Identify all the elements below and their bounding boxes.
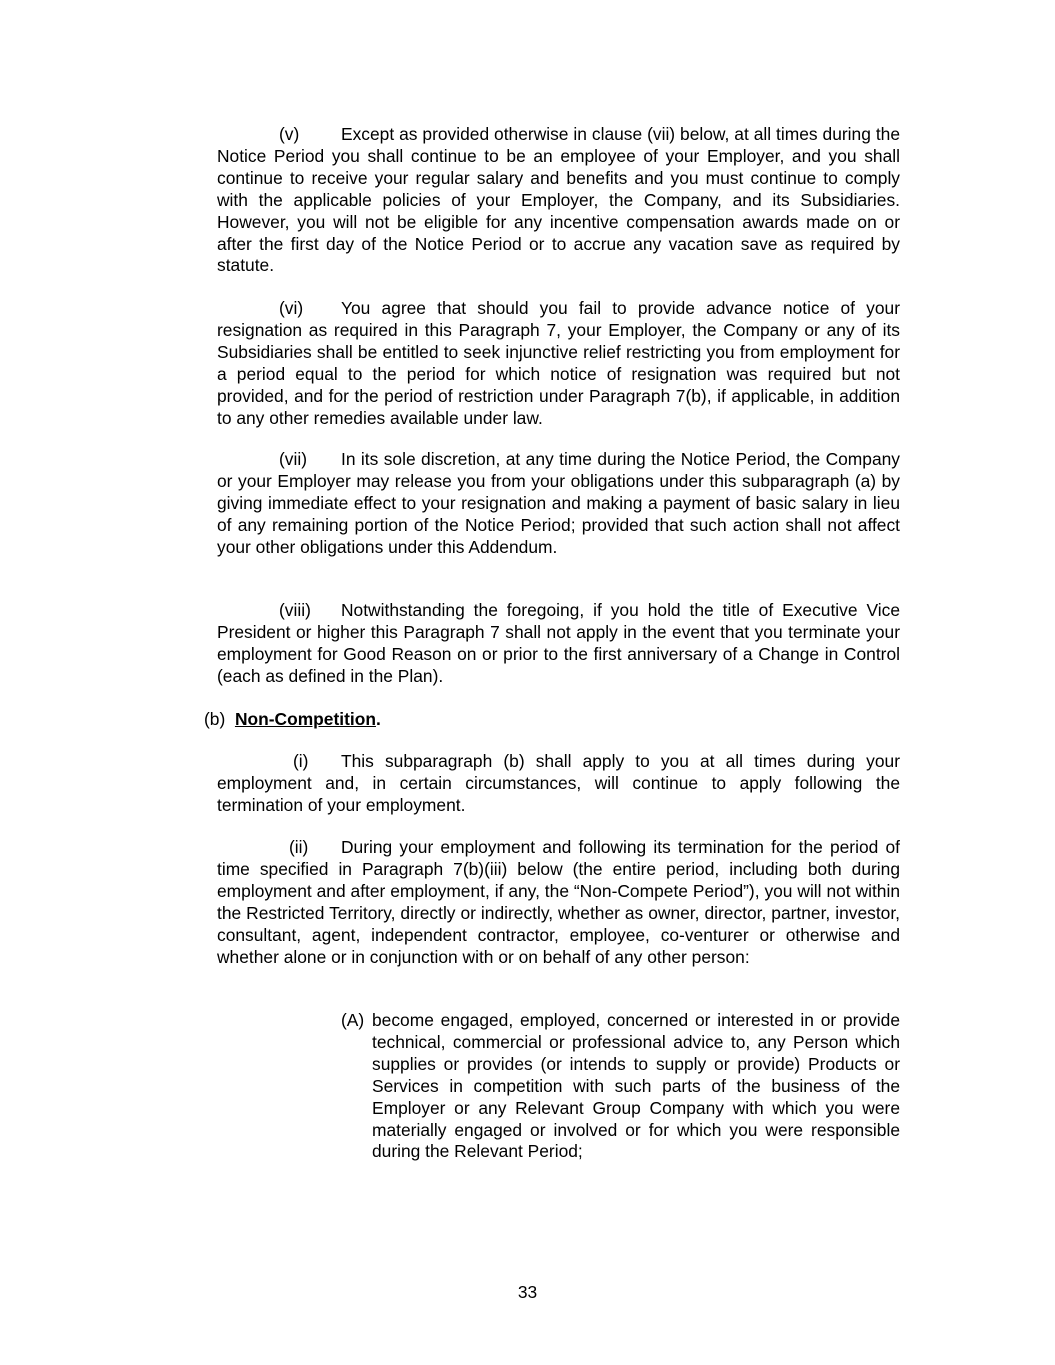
- clause-number: (i): [293, 751, 309, 771]
- clause-number: (viii): [279, 600, 311, 620]
- page-number: 33: [517, 1282, 538, 1302]
- clause-b-ii: [217, 837, 900, 968]
- sub-item-text: become engaged, employed, concerned or interested in or provide technical, commercial or professional advice to, any Person which supplies or provides (or intends to supply or provide) Products or Services in competition with such parts of the business of the Employer or any Relevant Group Company with which you were materially engaged or involved or for which you were responsible during the Relevant Period;: [372, 1010, 900, 1162]
- section-b-heading: [204, 708, 381, 730]
- sub-item-label: (A): [341, 1010, 365, 1030]
- clause-text: This subparagraph (b) shall apply to you at all times during your employment and, in certain circumstances, will continue to apply following the termination of your employment.: [217, 751, 900, 815]
- clause-text: Except as provided otherwise in clause (vii) below, at all times during the Notice Period you shall continue to be an employee of your Employer, and you shall continue to receive your regular salary and benefits and you must continue to comply with the applicable policies of your Employer, the Company, and its Subsidiaries. However, you will not be eligible for any incentive compensation awards made on or after the first day of the Notice Period or to accrue any vacation save as required by statute.: [217, 124, 900, 276]
- clause-number: (vi): [279, 298, 304, 318]
- section-title-period: .: [375, 709, 381, 729]
- section-label: (b): [204, 709, 226, 729]
- sub-item-a: [341, 1010, 900, 1163]
- clause-text: During your employment and following its termination for the period of time specified in Paragraph 7(b)(iii) below (the entire period, including both during employment and after employment, if any, the “Non-Compete Period”), you will not within the Restricted Territory, directly or indirectly, whether as owner, director, partner, investor, consultant, agent, independent contractor, employee, co-venturer or otherwise and whether alone or in conjunction with or on behalf of any other person:: [217, 837, 900, 967]
- clause-number: (vii): [279, 449, 308, 469]
- clause-b-i: [217, 751, 900, 817]
- clause-text: In its sole discretion, at any time during the Notice Period, the Company or your Employer may release you from your obligations under this subparagraph (a) by giving immediate effect to your resignation and making a payment of basic salary in lieu of any remaining portion of the Notice Period; provided that such action shall not affect your other obligations under this Addendum.: [217, 449, 900, 557]
- clause-number: (v): [279, 124, 300, 144]
- clause-number: (ii): [289, 837, 309, 857]
- section-title: Non-Competition: [234, 709, 376, 729]
- clause-viii: [217, 600, 900, 688]
- clause-text: Notwithstanding the foregoing, if you hold the title of Executive Vice President or higher this Paragraph 7 shall not apply in the event that you terminate your employment for Good Reason on or prior to the first anniversary of a Change in Control (each as defined in the Plan).: [217, 600, 900, 686]
- clause-v: [217, 124, 900, 277]
- clause-vii: [217, 449, 900, 559]
- clause-vi: [217, 298, 900, 429]
- clause-text: You agree that should you fail to provide advance notice of your resignation as required in this Paragraph 7, your Employer, the Company or any of its Subsidiaries shall be entitled to seek injunctive relief restricting you from employment for a period equal to the period for which notice of resignation was required but not provided, and for the period of restriction under Paragraph 7(b), if applicable, in addition to any other remedies available under law.: [217, 298, 900, 428]
